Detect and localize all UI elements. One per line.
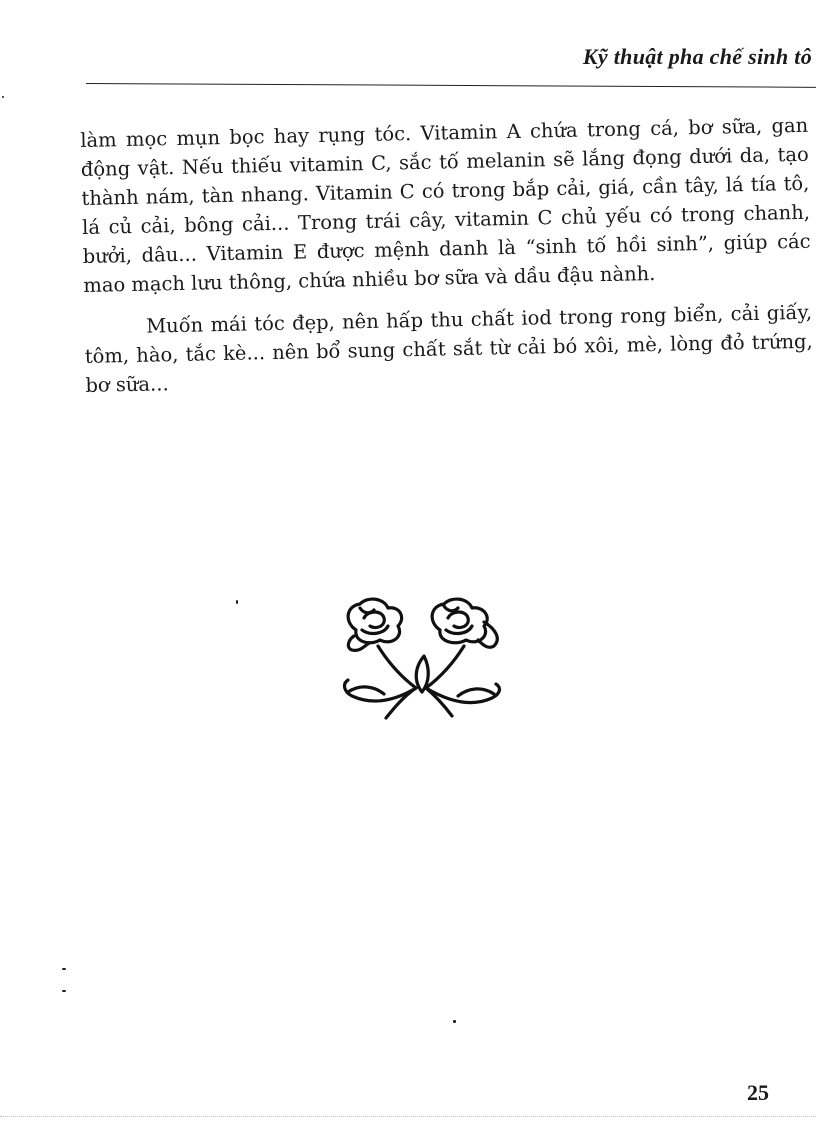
- header-rule: [86, 83, 816, 88]
- page-bottom-edge: [0, 1116, 816, 1117]
- scan-speck: [62, 968, 66, 970]
- page-number: 25: [747, 1080, 769, 1105]
- paragraph-2: Muốn mái tóc đẹp, nên hấp thu chất iod trong rong biển, cải giấy, tôm, hào, tắc kè... nên bổ sung chất sắt từ cải bó xôi, mè, lòng đỏ trứng, bơ sữa...: [84, 300, 813, 397]
- stems-and-leaves: [345, 646, 500, 718]
- right-rose: [432, 599, 497, 647]
- scan-speck: [2, 96, 4, 98]
- twin-roses-ornament-icon: [334, 592, 524, 722]
- left-rose: [348, 599, 402, 650]
- paragraph-1: làm mọc mụn bọc hay rụng tóc. Vitamin A chứa trong cá, bơ sữa, gan động vật. Nếu thiếu vitamin C, sắc tố melanin sẽ lắng đọng dưới da, tạo thành nám, tàn nhang. Vitamin C có trong bắp cải, giá, cần tây, lá tía tô, lá củ cải, bông cải... Trong trái cây, vitamin C chủ yếu có trong chanh, bưởi, dâu... Vitamin E được mệnh danh là “sinh tố hồi sinh”, giúp các mao mạch lưu thông, chứa nhiều bơ sữa và dầu đậu nành.: [80, 113, 811, 297]
- running-header: Kỹ thuật pha chế sinh tô: [582, 44, 812, 69]
- scan-speck: [62, 990, 66, 992]
- body-text: [80, 111, 814, 400]
- scan-speck: [236, 600, 238, 604]
- scan-speck: [453, 1020, 456, 1023]
